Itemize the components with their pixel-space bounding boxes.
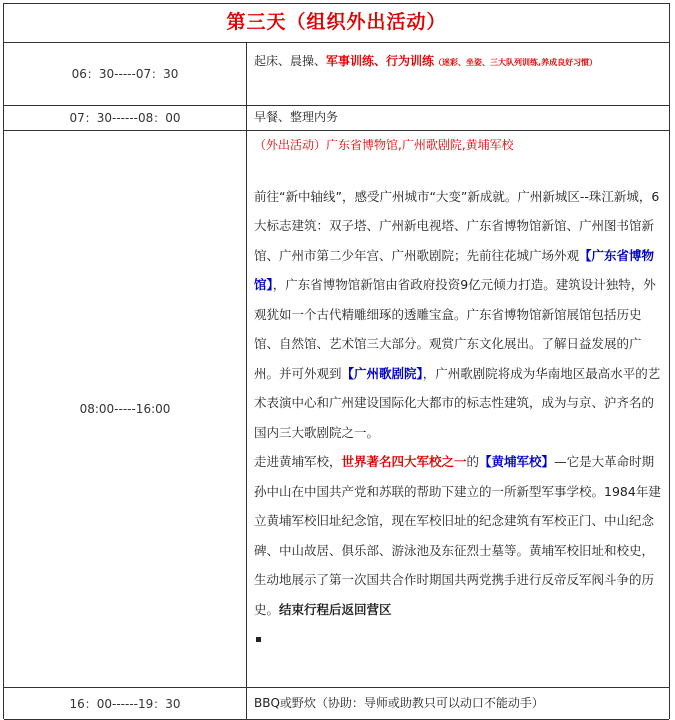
time-cell: 16：00------19：30 xyxy=(4,687,247,719)
time-cell: 08:00-----16:00 xyxy=(4,130,247,687)
opera-highlight: 【广州歌剧院】 xyxy=(341,365,423,381)
paragraph-text: 前往“新中轴线”，感受广州城市“大变”新成就。广州新城区--珠江新城，6大标志建筑：双子塔、广州新电视塔、广东省博物馆新馆、广州图书馆新馆、广州市第二少年宫、广州歌剧院；先前往花城广场外观 xyxy=(254,188,660,263)
table-row xyxy=(4,687,669,719)
activity-cell xyxy=(247,43,670,105)
activity-cell: BBQ或野炊（协助：导师或助教只可以动口不能动手） xyxy=(247,687,670,719)
activity-heading: （外出活动）广东省博物馆,广州歌剧院,黄埔军校 xyxy=(254,137,514,152)
table-row xyxy=(4,130,669,687)
paragraph-text: 走进黄埔军校， xyxy=(254,454,342,469)
activity-note: （迷彩、坐姿、三大队列训练,养成良好习惯） xyxy=(434,58,598,67)
museum-highlight: 【广东省博物馆】 xyxy=(254,247,655,292)
time-cell: 06：30-----07：30 xyxy=(4,43,247,105)
table-row xyxy=(4,105,669,130)
bullet-mark xyxy=(256,637,261,642)
time-cell: 07：30------08：00 xyxy=(4,105,247,130)
activity-paragraph xyxy=(254,182,663,448)
schedule-sheet xyxy=(3,3,670,719)
paragraph-text: —它是大革命时期孙中山在中国共产党和苏联的帮助下建立的一所新型军事学校。1984年建立黄埔军校旧址纪念馆，现在军校旧址的纪念建筑有军校正门、中山纪念碑、中山故居、俱乐部、游泳池及东征烈士墓等。黄埔军校旧址和校史，生动地展示了第一次国共合作时期国共两党携手进行反帝反军阀斗争的历史。 xyxy=(254,454,661,617)
table-row xyxy=(4,43,669,105)
activity-paragraph xyxy=(254,447,663,654)
paragraph-text: 的 xyxy=(466,454,480,469)
schedule-table xyxy=(4,43,669,720)
return-note: 结束行程后返回营区 xyxy=(279,601,392,617)
activity-highlight: 军事训练、行为训练 xyxy=(326,54,435,68)
academy-highlight: 世界著名四大军校之一 xyxy=(341,454,467,469)
activity-cell: 早餐、整理内务 xyxy=(247,105,670,130)
page-title: 第三天（组织外出活动） xyxy=(4,4,669,43)
paragraph-text: ，广东省博物馆新馆由省政府投资9亿元倾力打造。建筑设计独特，外观犹如一个古代精雕细琢的透雕宝盒。广东省博物馆新馆展馆包括历史馆、自然馆、艺术馆三大部分。观赏广东文化展出。了解日益发展的广州。并可外观到 xyxy=(254,277,656,381)
paragraph-text: ，广州歌剧院将成为华南地区最高水平的艺术表演中心和广州建设国际化大都市的标志性建筑，成为与京、沪齐名的国内三大歌剧院之一。 xyxy=(254,365,661,440)
activity-cell xyxy=(247,130,670,687)
activity-text: 起床、晨操、 xyxy=(254,54,327,68)
academy-name-highlight: 【黄埔军校】 xyxy=(479,454,555,469)
